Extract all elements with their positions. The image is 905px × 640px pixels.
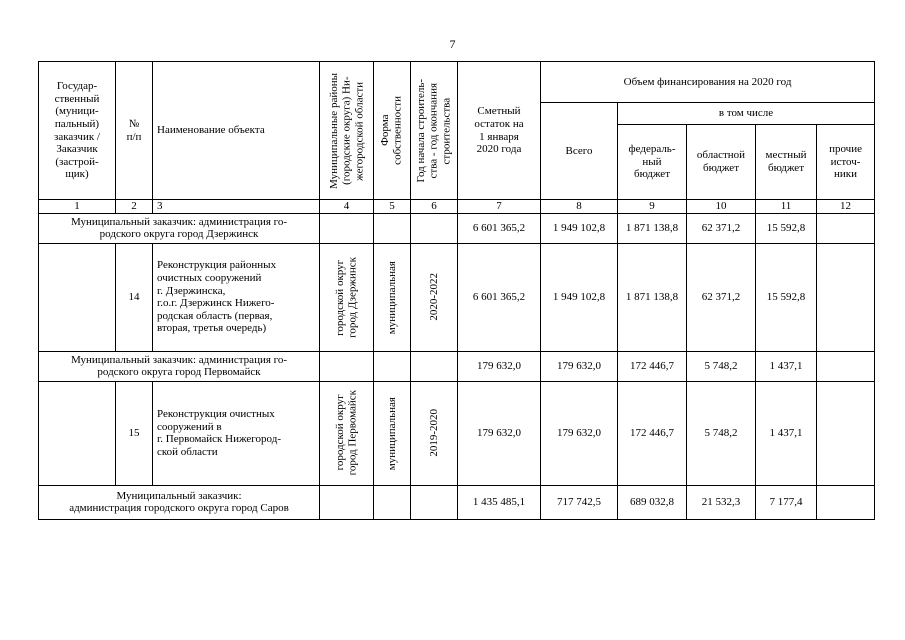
regional-value: 21 532,3: [687, 485, 756, 519]
customer-row: [39, 485, 875, 519]
other-value: [817, 485, 875, 519]
column-number: 12: [817, 200, 875, 214]
header-regional: областной бюджет: [687, 125, 756, 200]
local-value: 15 592,8: [756, 213, 817, 243]
column-number: 2: [116, 200, 153, 214]
regional-value: 5 748,2: [687, 381, 756, 485]
empty-cell: [374, 485, 411, 519]
object-district-text: городской округ город Первомайск: [333, 390, 359, 476]
column-number: 11: [756, 200, 817, 214]
regional-value: 62 371,2: [687, 243, 756, 351]
financing-table: [38, 61, 875, 520]
estimated-balance: 179 632,0: [458, 381, 541, 485]
empty-cell: [411, 351, 458, 381]
header-years: [411, 62, 458, 200]
regional-value: 5 748,2: [687, 351, 756, 381]
column-number: 10: [687, 200, 756, 214]
object-row: [39, 381, 875, 485]
customer-label: Муниципальный заказчик: администрация го- родского округа город Первомайск: [39, 351, 320, 381]
empty-cell: [39, 381, 116, 485]
local-value: 1 437,1: [756, 381, 817, 485]
empty-cell: [374, 351, 411, 381]
column-number-row: [39, 200, 875, 214]
total-value: 1 949 102,8: [541, 213, 618, 243]
other-value: [817, 351, 875, 381]
local-value: 7 177,4: [756, 485, 817, 519]
empty-cell: [411, 485, 458, 519]
object-ownership: [374, 243, 411, 351]
object-ownership-text: муниципальная: [385, 260, 398, 334]
customer-label: Муниципальный заказчик: администрация го- родского округа город Дзержинск: [39, 213, 320, 243]
column-number: 9: [618, 200, 687, 214]
column-number: 1: [39, 200, 116, 214]
total-value: 179 632,0: [541, 351, 618, 381]
customer-row: [39, 213, 875, 243]
header-including: в том числе: [618, 103, 875, 125]
estimated-balance: 6 601 365,2: [458, 243, 541, 351]
empty-cell: [320, 213, 374, 243]
object-row: [39, 243, 875, 351]
other-value: [817, 213, 875, 243]
empty-cell: [320, 485, 374, 519]
estimated-balance: 179 632,0: [458, 351, 541, 381]
header-total: Всего: [541, 103, 618, 200]
total-value: 1 949 102,8: [541, 243, 618, 351]
empty-cell: [411, 213, 458, 243]
column-number: 4: [320, 200, 374, 214]
header-row-1: [39, 62, 875, 103]
header-object-name: Наименование объекта: [153, 62, 320, 200]
object-name: Реконструкция районных очистных сооружений г. Дзержинска, г.о.г. Дзержинск Нижего- родская область (первая, вторая, третья очередь): [153, 243, 320, 351]
header-estimated-balance: Сметный остаток на 1 января 2020 года: [458, 62, 541, 200]
customer-row: [39, 351, 875, 381]
header-num: № п/п: [116, 62, 153, 200]
object-ownership-text: муниципальная: [385, 396, 398, 470]
object-district-text: городской округ город Дзержинск: [333, 256, 359, 338]
object-ownership: [374, 381, 411, 485]
object-number: 15: [116, 381, 153, 485]
header-financing-volume: Объем финансирования на 2020 год: [541, 62, 875, 103]
federal-value: 172 446,7: [618, 381, 687, 485]
header-ownership-text: Форма собственности: [379, 96, 404, 165]
customer-label: Муниципальный заказчик: администрация городского округа город Саров: [39, 485, 320, 519]
column-number: 6: [411, 200, 458, 214]
page-number: 7: [449, 37, 456, 51]
object-years-text: 2019-2020: [427, 409, 440, 457]
object-years: [411, 381, 458, 485]
object-district: [320, 243, 374, 351]
empty-cell: [374, 213, 411, 243]
header-other: прочие источ- ники: [817, 125, 875, 200]
column-number: 3: [153, 200, 320, 214]
federal-value: 172 446,7: [618, 351, 687, 381]
empty-cell: [320, 351, 374, 381]
header-federal: федераль- ный бюджет: [618, 125, 687, 200]
object-years: [411, 243, 458, 351]
estimated-balance: 1 435 485,1: [458, 485, 541, 519]
estimated-balance: 6 601 365,2: [458, 213, 541, 243]
header-municipal-district-text: Муниципальные районы (городские округа) Ни- жегородской области: [327, 72, 365, 189]
object-number: 14: [116, 243, 153, 351]
header-customer: Государ- ственный (муници- пальный) заказчик / Заказчик (застрой- щик): [39, 62, 116, 200]
header-local: местный бюджет: [756, 125, 817, 200]
local-value: 1 437,1: [756, 351, 817, 381]
column-number: 7: [458, 200, 541, 214]
column-number: 8: [541, 200, 618, 214]
local-value: 15 592,8: [756, 243, 817, 351]
column-number: 5: [374, 200, 411, 214]
total-value: 717 742,5: [541, 485, 618, 519]
other-value: [817, 381, 875, 485]
header-years-text: Год начала строитель- ства - год окончания строительства: [415, 78, 453, 183]
header-municipal-district: [320, 62, 374, 200]
object-name: Реконструкция очистных сооружений в г. Первомайск Нижегород- ской области: [153, 381, 320, 485]
other-value: [817, 243, 875, 351]
federal-value: 1 871 138,8: [618, 243, 687, 351]
federal-value: 1 871 138,8: [618, 213, 687, 243]
total-value: 179 632,0: [541, 381, 618, 485]
object-district: [320, 381, 374, 485]
regional-value: 62 371,2: [687, 213, 756, 243]
object-years-text: 2020-2022: [427, 273, 440, 321]
empty-cell: [39, 243, 116, 351]
federal-value: 689 032,8: [618, 485, 687, 519]
header-ownership: [374, 62, 411, 200]
